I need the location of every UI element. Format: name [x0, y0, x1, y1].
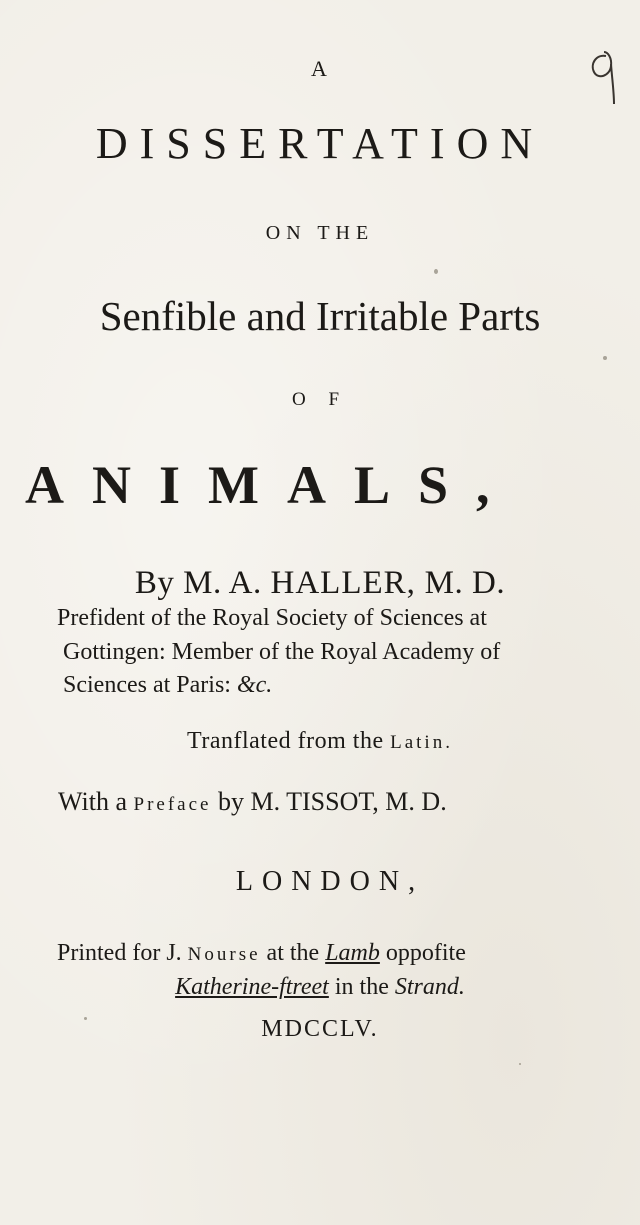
- author-line: [0, 567, 640, 600]
- imprint-strand: Strand.: [394, 974, 465, 1000]
- preface-with: With a: [58, 787, 127, 816]
- imprint-city: LONDON,: [235, 866, 425, 897]
- title-on-the: ON THE: [265, 222, 375, 244]
- credentials-line-3: [63, 673, 623, 697]
- credentials-line-1: Prefident of the Royal Society of Sciences at: [57, 605, 487, 631]
- imprint-printed-prefix: Printed for J.: [57, 940, 182, 966]
- translation-line: [0, 729, 640, 753]
- imprint-in-the: in the: [334, 974, 389, 1000]
- title-of: O F: [291, 389, 349, 410]
- paper-speck: [84, 1017, 87, 1020]
- imprint-opposite: oppofite: [385, 940, 466, 966]
- paper-speck: [603, 356, 607, 360]
- title-animals: ANIMALS,: [25, 455, 518, 515]
- paper-speck: [519, 1063, 521, 1065]
- credentials-paris: Sciences at Paris:: [63, 672, 231, 698]
- author-by: By M. A.: [134, 565, 262, 601]
- imprint-at-the: at the: [266, 940, 320, 966]
- preface-word: Preface: [133, 794, 212, 815]
- imprint-street-line: [0, 975, 640, 999]
- author-degree: M. D.: [424, 565, 506, 601]
- imprint-lamb: Lamb: [325, 940, 380, 966]
- imprint-printer: Nourse: [187, 944, 261, 965]
- imprint-year: MDCCLV.: [261, 1016, 379, 1042]
- translated-prefix: Tranflated from the: [187, 728, 384, 754]
- title-main: DISSERTATION: [95, 119, 545, 168]
- paper-speck: [434, 269, 438, 274]
- preface-by: by M. TISSOT, M. D.: [217, 787, 447, 816]
- preface-line: [58, 789, 638, 815]
- author-name: HALLER,: [270, 565, 416, 601]
- imprint-printed-line: [57, 941, 637, 965]
- title-subject: Senfible and Irritable Parts: [99, 293, 541, 339]
- title-article: A: [311, 56, 329, 81]
- credentials-etc: &c.: [236, 672, 273, 698]
- credentials-line-2: Gottingen: Member of the Royal Academy of: [63, 639, 501, 665]
- imprint-street: Katherine-ftreet: [175, 974, 329, 1000]
- translated-language: Latin.: [390, 732, 453, 753]
